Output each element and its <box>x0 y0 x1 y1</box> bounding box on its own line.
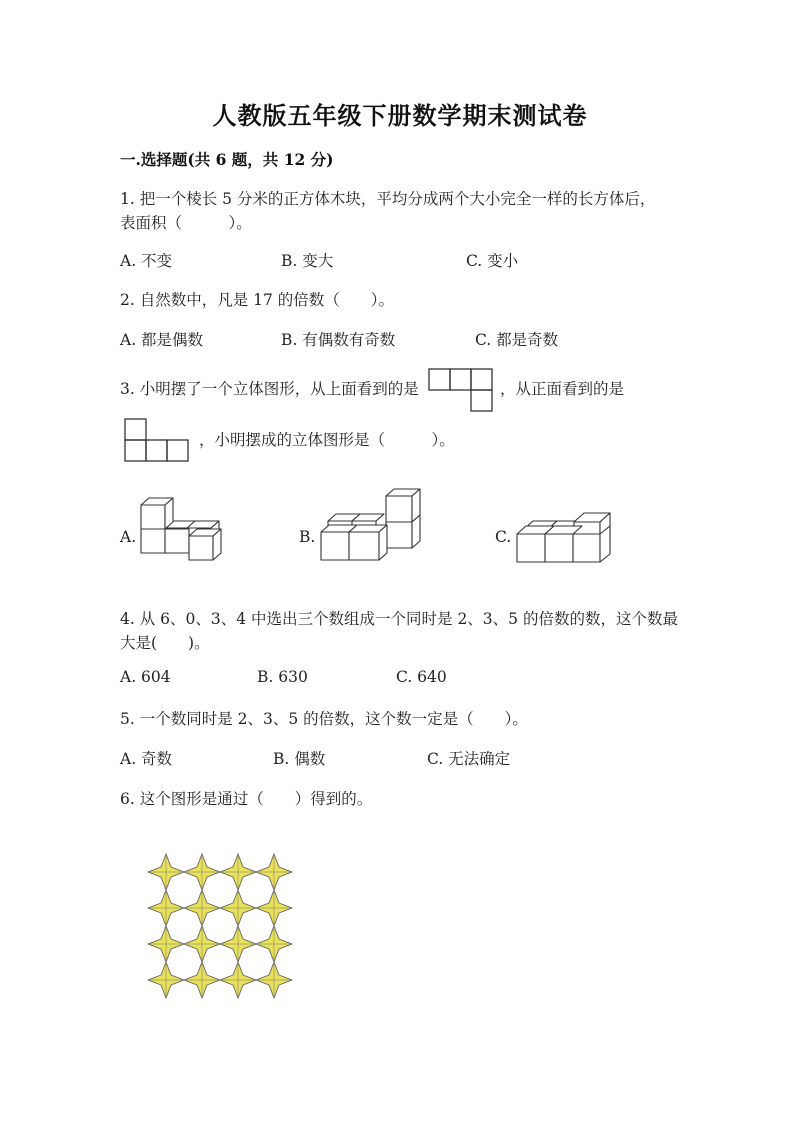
question-3-option-c[interactable]: C. <box>495 528 512 546</box>
question-3-part-3: ，小明摆成的立体图形是（ ）。 <box>199 431 455 449</box>
star-tessellation-figure <box>144 850 296 1002</box>
front-view-figure <box>124 418 190 464</box>
question-2-option-b[interactable]: B. 有偶数有奇数 <box>281 331 396 349</box>
page-title: 人教版五年级下册数学期末测试卷 <box>212 101 588 130</box>
option-b-cube-figure <box>318 486 424 566</box>
option-c-cube-figure <box>514 510 620 566</box>
question-2-text: 2. 自然数中，凡是 17 的倍数（ ）。 <box>120 291 395 309</box>
question-3-part-2: ，从正面看到的是 <box>500 380 625 398</box>
question-4-line-2: 大是( )。 <box>120 634 210 652</box>
section-heading: 一.选择题(共 6 题，共 12 分) <box>120 150 334 169</box>
question-6-text: 6. 这个图形是通过（ ）得到的。 <box>120 790 373 808</box>
question-4-option-a[interactable]: A. 604 <box>120 668 171 686</box>
question-1-line-2: 表面积（ ）。 <box>120 214 252 232</box>
question-3-part-1: 3. 小明摆了一个立体图形，从上面看到的是 <box>120 380 419 398</box>
question-4-option-b[interactable]: B. 630 <box>257 668 308 686</box>
question-3-option-b[interactable]: B. <box>299 528 316 546</box>
question-1-option-a[interactable]: A. 不变 <box>120 252 173 270</box>
question-3-option-a[interactable]: A. <box>120 528 137 546</box>
question-5-option-b[interactable]: B. 偶数 <box>273 750 326 768</box>
question-2-option-a[interactable]: A. 都是偶数 <box>120 331 204 349</box>
question-2-option-c[interactable]: C. 都是奇数 <box>475 331 559 349</box>
question-4-option-c[interactable]: C. 640 <box>396 668 447 686</box>
question-1-line-1: 1. 把一个棱长 5 分米的正方体木块，平均分成两个大小完全一样的长方体后， <box>120 190 656 208</box>
top-view-figure <box>428 368 496 413</box>
question-5-option-a[interactable]: A. 奇数 <box>120 750 173 768</box>
question-5-text: 5. 一个数同时是 2、3、5 的倍数，这个数一定是（ ）。 <box>120 710 528 728</box>
question-1-option-c[interactable]: C. 变小 <box>466 252 519 270</box>
question-5-option-c[interactable]: C. 无法确定 <box>427 750 511 768</box>
question-4-line-1: 4. 从 6、0、3、4 中选出三个数组成一个同时是 2、3、5 的倍数的数，这个数最 <box>120 610 678 628</box>
question-1-option-b[interactable]: B. 变大 <box>281 252 334 270</box>
option-a-cube-figure <box>138 494 230 566</box>
